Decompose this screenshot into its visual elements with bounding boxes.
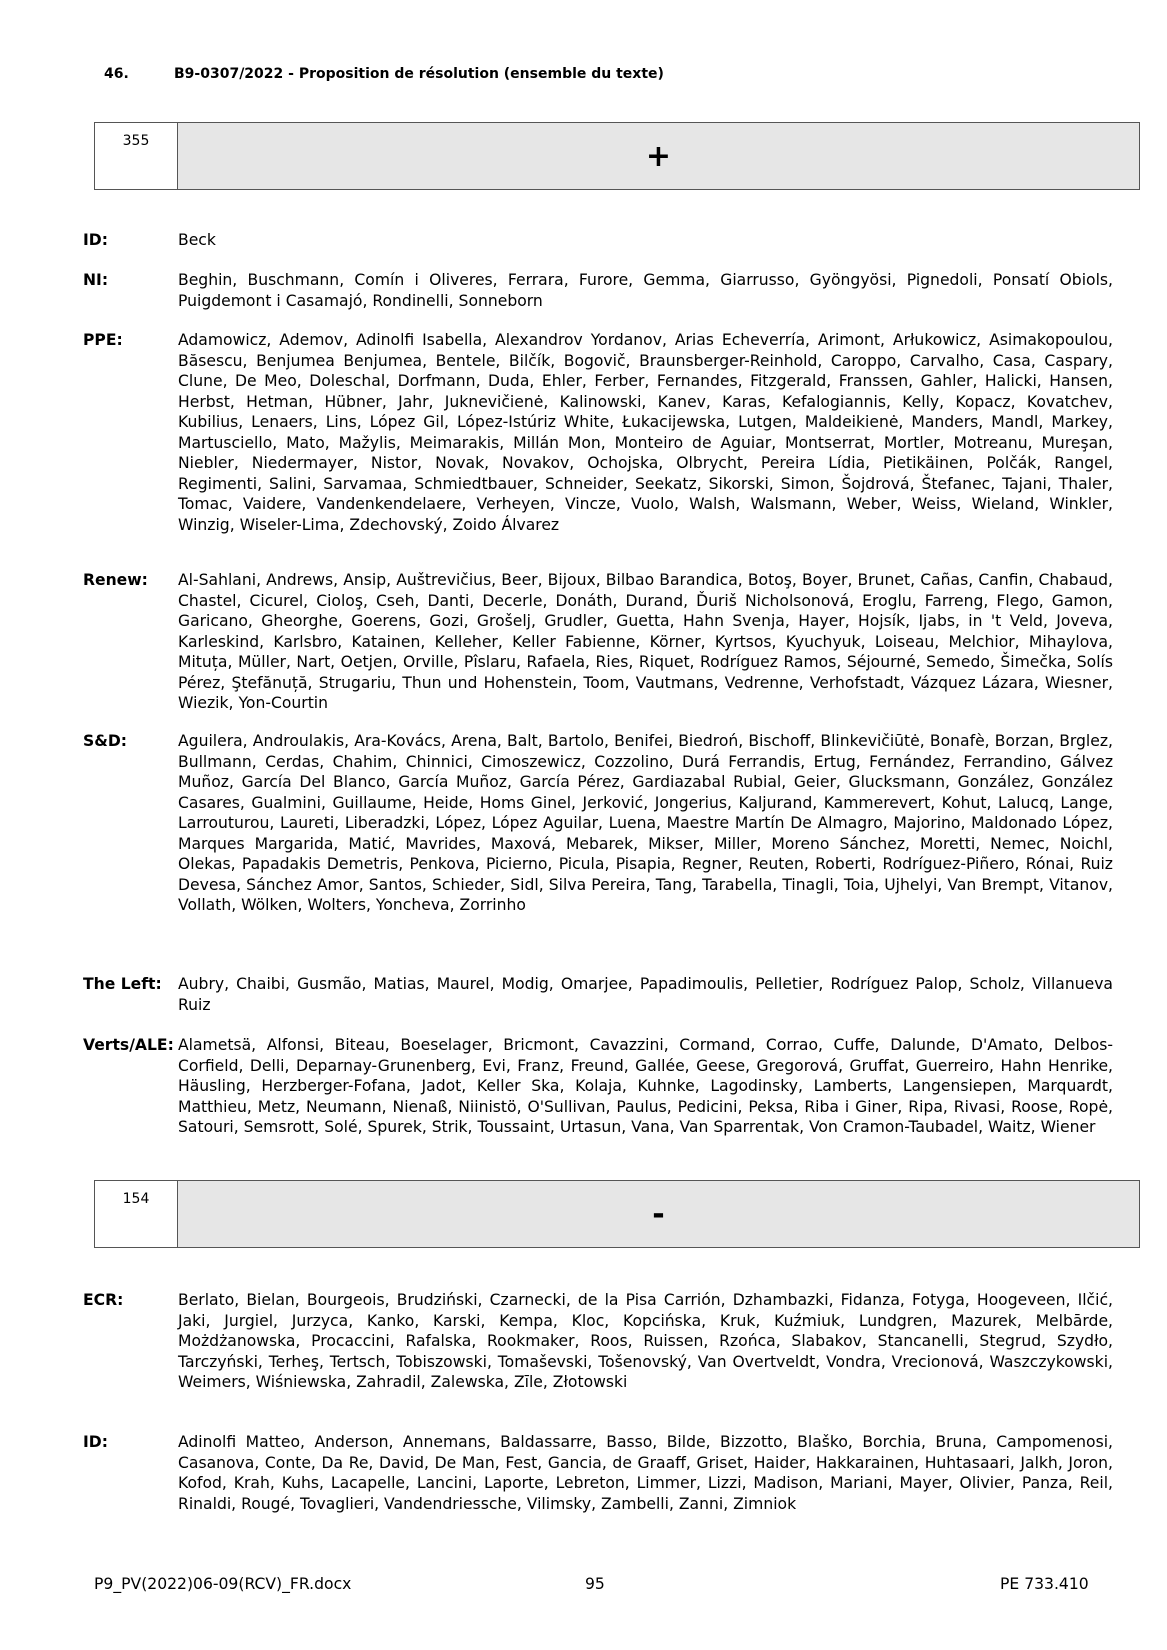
plus-sign: + — [645, 138, 672, 174]
group-members: Aguilera, Androulakis, Ara-Kovács, Arena, Balt, Bartolo, Benifei, Biedroń, Bischoff, Blinkevičiūtė, Bonafè, Borzan, Brglez, Bullmann, Cerdas, Chahim, Chinnici, Cimoszewicz, Cozzolino, Durá Ferrandis, Ertug, Fernández, Ferrandino, Gálvez Muñoz, García Del Blanco, García Muñoz, García Pérez, Gardiazabal Rubial, Geier, Glucksmann, González, González Casares, Gualmini, Guillaume, Heide, Homs Ginel, Jerković, Jongerius, Kaljurand, Kammerevert, Kohut, Lalucq, Lange, Larrouturou, Laureti, Liberadzki, López, López Aguilar, Luena, Maestre Martín De Almagro, Majorino, Maldonado López, Marques Margarida, Matić, Mavrides, Maxová, Mebarek, Mikser, Miller, Moreno Sánchez, Moretti, Nemec, Noichl, Olekas, Papadakis Demetris, Penkova, Picierno, Picula, Pisapia, Regner, Reuten, Roberti, Rodríguez-Piñero, Rónai, Ruiz Devesa, Sánchez Amor, Santos, Schieder, Sidl, Silva Pereira, Tang, Tarabella, Tinagli, Toia, Ujhelyi, Van Brempt, Vitanov, Vollath, Wölken, Wolters, Yoncheva, Zorrinho — [178, 732, 1113, 914]
group-for-verts-ale — [83, 1035, 1113, 1138]
minus-sign: - — [652, 1196, 665, 1232]
vote-title: B9-0307/2022 - Proposition de résolution (ensemble du texte) — [174, 66, 664, 82]
group-members: Alametsä, Alfonsi, Biteau, Boeselager, Bricmont, Cavazzini, Cormand, Corrao, Cuffe, Dalunde, D'Amato, Delbos-Corfield, Delli, Deparnay-Grunenberg, Evi, Franz, Freund, Gallée, Geese, Gregorová, Gruffat, Guerreiro, Hahn Henrike, Häusling, Herzberger-Fofana, Jadot, Keller Ska, Kolaja, Kuhnke, Lagodinsky, Lamberts, Langensiepen, Marquardt, Matthieu, Metz, Neumann, Nienaß, Niinistö, O'Sullivan, Paulus, Pedicini, Peksa, Riba i Giner, Ripa, Rivasi, Roose, Ropė, Satouri, Semsrott, Solé, Spurek, Strik, Toussaint, Urtasun, Vana, Van Sparrentak, Von Cramon-Taubadel, Waitz, Wiener — [178, 1036, 1113, 1136]
group-label: ECR: — [83, 1291, 124, 1309]
for-count: 355 — [95, 123, 178, 189]
group-members: Adamowicz, Ademov, Adinolfi Isabella, Alexandrov Yordanov, Arias Echeverría, Arimont, Arłukowicz, Asimakopoulou, Băsescu, Benjumea Benjumea, Bentele, Bilčík, Bogovič, Braunsberger-Reinhold, Caroppo, Carvalho, Casa, Caspary, Clune, De Meo, Doleschal, Dorfmann, Duda, Ehler, Ferber, Fernandes, Fitzgerald, Franssen, Gahler, Halicki, Hansen, Herbst, Hetman, Hübner, Jahr, Juknevičienė, Kalinowski, Kanev, Karas, Kefalogiannis, Kelly, Kopacz, Kovatchev, Kubilius, Lenaers, Lins, López Gil, López-Istúriz White, Łukacijewska, Lutgen, Maldeikienė, Manders, Mandl, Markey, Martusciello, Mato, Mažylis, Meimarakis, Millán Mon, Monteiro de Aguiar, Montserrat, Mortler, Motreanu, Mureşan, Niebler, Niedermayer, Nistor, Novak, Novakov, Ochojska, Olbrycht, Pereira Lídia, Pietikäinen, Polčák, Rangel, Regimenti, Salini, Sarvamaa, Schmiedtbauer, Schneider, Seekatz, Sikorski, Simon, Šojdrová, Štefanec, Tajani, Thaler, Tomac, Vaidere, Vandenkendelaere, Verheyen, Vincze, Vuolo, Walsh, Walsmann, Weber, Weiss, Wieland, Winkler, Winzig, Wiseler-Lima, Zdechovský, Zoido Álvarez — [178, 331, 1113, 534]
group-for-ni — [83, 270, 1113, 311]
group-members: Berlato, Bielan, Bourgeois, Brudziński, Czarnecki, de la Pisa Carrión, Dzhambazki, Fidanza, Fotyga, Hoogeveen, Ilčić, Jaki, Jurgiel, Jurzyca, Kanko, Karski, Kempa, Kloc, Kopcińska, Kruk, Kuźmiuk, Lundgren, Mazurek, Melbārde, Możdżanowska, Procaccini, Rafalska, Rookmaker, Roos, Ruissen, Rzońca, Slabakov, Stancanelli, Stegrud, Szydło, Tarczyński, Terheş, Tertsch, Tobiszowski, Tomaševski, Tošenovský, Van Overtveldt, Vondra, Vrecionová, Waszczykowski, Weimers, Wiśniewska, Zahradil, Zalewska, Zīle, Złotowski — [178, 1291, 1113, 1391]
footer-pe-number: PE 733.410 — [1000, 1575, 1089, 1593]
group-members: Al-Sahlani, Andrews, Ansip, Auštrevičius, Beer, Bijoux, Bilbao Barandica, Botoş, Boyer, Brunet, Cañas, Canfin, Chabaud, Chastel, Cicurel, Cioloş, Cseh, Danti, Decerle, Donáth, Durand, Ďuriš Nicholsonová, Eroglu, Farreng, Flego, Gamon, Garicano, Gheorghe, Goerens, Gozi, Grošelj, Grudler, Guetta, Hahn Svenja, Hayer, Hojsík, Ijabs, in 't Veld, Joveva, Karleskind, Karlsbro, Katainen, Kelleher, Keller Fabienne, Körner, Kyrtsos, Kyuchyuk, Loiseau, Melchior, Mihaylova, Mituța, Müller, Nart, Oetjen, Orville, Pîslaru, Rafaela, Ries, Riquet, Rodríguez Ramos, Séjourné, Semedo, Šimečka, Solís Pérez, Ştefănuță, Strugariu, Thun und Hohenstein, Toom, Vautmans, Vedrenne, Verhofstadt, Vázquez Lázara, Wiesner, Wiezik, Yon-Courtin — [178, 571, 1113, 712]
group-label: PPE: — [83, 331, 123, 349]
group-label: NI: — [83, 271, 109, 289]
group-label: S&D: — [83, 732, 128, 750]
footer-page-number: 95 — [585, 1575, 605, 1593]
vote-heading — [104, 66, 664, 82]
group-label: Verts/ALE: — [83, 1036, 174, 1054]
against-count: 154 — [95, 1181, 178, 1247]
group-for-the-left — [83, 974, 1113, 1015]
group-against-id — [83, 1432, 1113, 1514]
vote-number: 46. — [104, 66, 129, 82]
group-label: ID: — [83, 231, 108, 249]
group-members: Beck — [178, 231, 216, 249]
group-for-sd — [83, 731, 1113, 916]
group-members: Aubry, Chaibi, Gusmão, Matias, Maurel, Modig, Omarjee, Papadimoulis, Pelletier, Rodríguez Palop, Scholz, Villanueva Ruiz — [178, 975, 1113, 1014]
group-label: The Left: — [83, 975, 162, 993]
for-vote-box — [94, 122, 1140, 190]
group-for-renew — [83, 570, 1113, 714]
group-for-id — [83, 230, 1113, 251]
group-members: Adinolfi Matteo, Anderson, Annemans, Baldassarre, Basso, Bilde, Bizzotto, Blaško, Borchia, Bruna, Campomenosi, Casanova, Conte, Da Re, David, De Man, Fest, Gancia, de Graaff, Griset, Haider, Hakkarainen, Huhtasaari, Jalkh, Joron, Kofod, Krah, Kuhs, Lacapelle, Lancini, Laporte, Lebreton, Limmer, Lizzi, Madison, Mariani, Mayer, Olivier, Panza, Reil, Rinaldi, Rougé, Tovaglieri, Vandendriessche, Vilimsky, Zambelli, Zanni, Zimniok — [178, 1433, 1113, 1513]
against-vote-box — [94, 1180, 1140, 1248]
footer-document-reference: P9_PV(2022)06-09(RCV)_FR.docx — [94, 1575, 352, 1593]
group-against-ecr — [83, 1290, 1113, 1393]
group-label: ID: — [83, 1433, 108, 1451]
group-for-ppe — [83, 330, 1113, 535]
group-label: Renew: — [83, 571, 148, 589]
group-members: Beghin, Buschmann, Comín i Oliveres, Ferrara, Furore, Gemma, Giarrusso, Gyöngyösi, Pignedoli, Ponsatí Obiols, Puigdemont i Casamajó, Rondinelli, Sonneborn — [178, 271, 1113, 310]
